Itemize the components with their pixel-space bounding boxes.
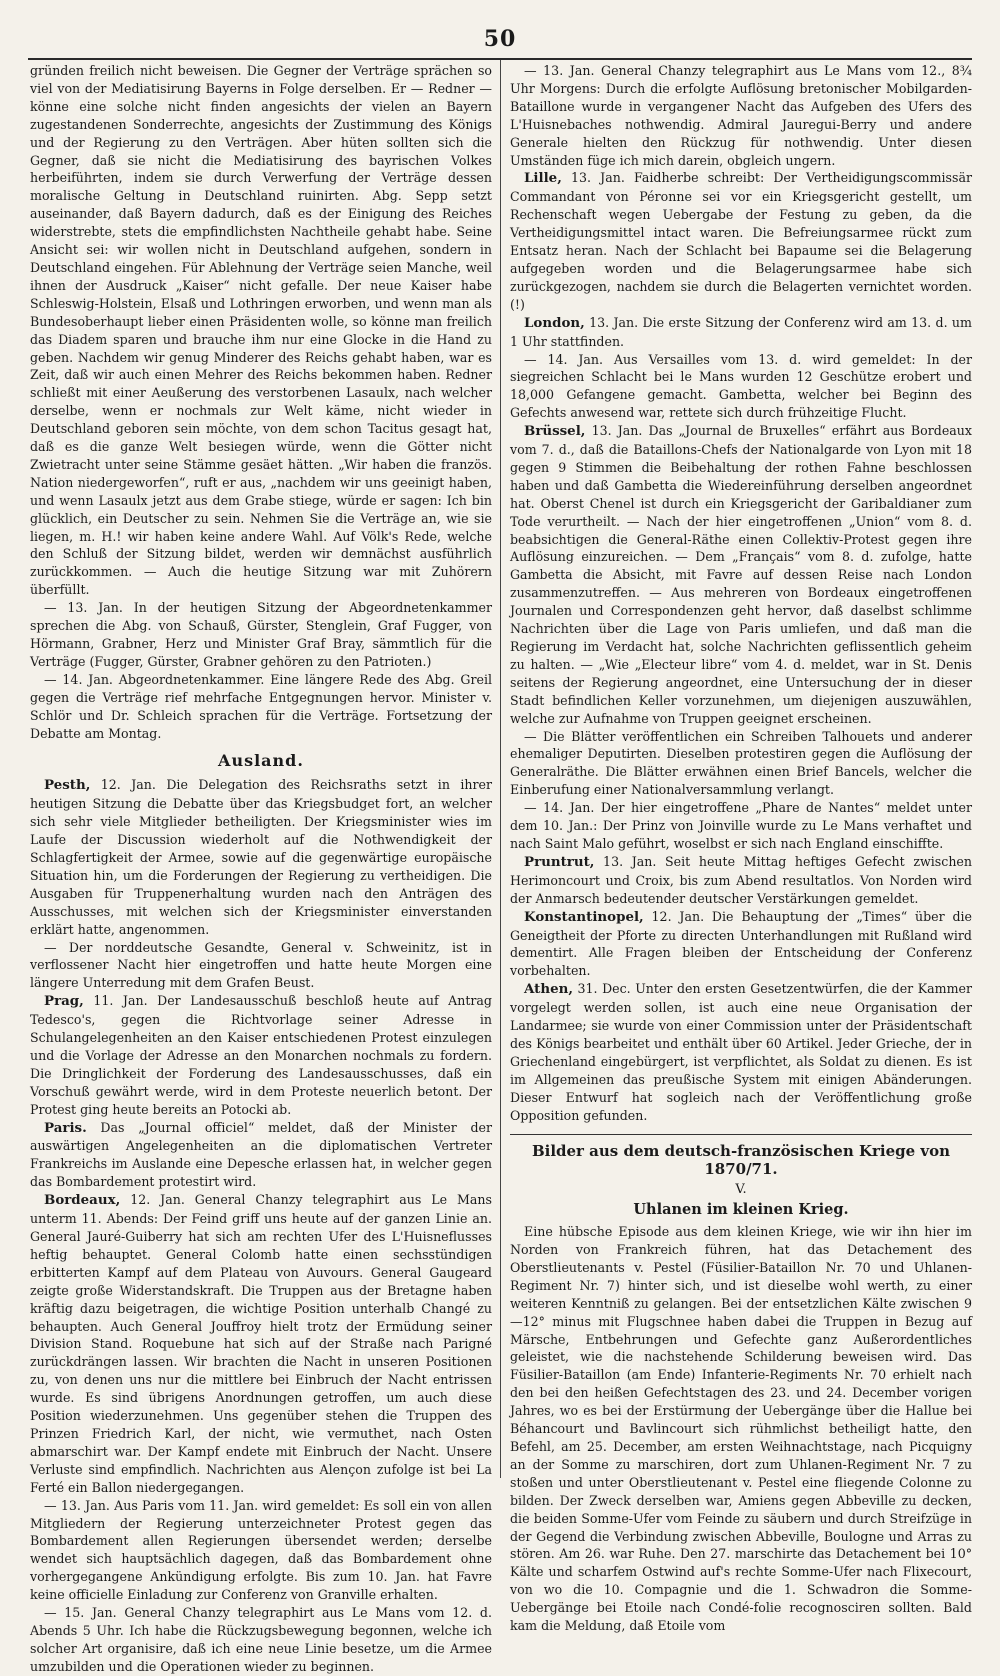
dateline-place: Athen,	[524, 981, 573, 998]
dateline-place: Lille,	[524, 170, 562, 187]
dateline-place: London,	[524, 314, 585, 331]
dispatch-bordeaux: Bordeaux, 12. Jan. General Chanzy telegraphirt aus Le Mans unterm 11. Abends: Der Feind griff uns heute auf der ganzen Linie an. General Jauré-Guiberry hat sich am rechten Ufer des L'Huisneflusses heftig behauptet. General Colomb hatte einen sechsstündigen erbitterten Kampf auf dem Plateau von Auvours. General Gaugeard zeigte große Widerstandskraft. Die Truppen aus der Bretagne haben kräftig dazu beigetragen, die wichtige Position unterhalb Changé zu behaupten. Auch General Jouffroy hielt trotz der Ermüdung seiner Division Stand. Roquebune hat sich auf der Straße nach Parigné zurückdrängen lassen. Wir brachten die Nacht in unseren Positionen zu, von denen uns nur die mittlere bei Einbruch der Nacht entrissen wurde. Es sind übrigens Anordnungen getroffen, um auch diese Position wiederzunehmen. Uns gegenüber stehen die Truppen des Prinzen Friedrich Karl, der nicht, wie vermuthet, nach Osten abmarschirt war. Der Kampf endete mit Einbruch der Nacht. Unsere Verluste sind empfindlich. Nachrichten aus Alençon zufolge ist bei La Ferté ein Ballon niedergegangen.	[30, 1192, 492, 1495]
section-heading-ausland: Ausland.	[218, 751, 304, 771]
article-title: Uhlanen im kleinen Krieg.	[633, 1201, 849, 1219]
dispatch-konstantinopel: Konstantinopel, 12. Jan. Die Behauptung der „Times“ über die Geneigtheit der Pforte zu directen Unterhandlungen mit Rußland wird dementirt. Alle Fragen bleiben der Entscheidung der Conferenz vorbehalten.	[510, 908, 972, 979]
article-paragraph: — 13. Jan. Aus Paris vom 11. Jan. wird gemeldet: Es soll ein von allen Mitgliedern der Regierung unterzeichneter Protest gegen das Bombardement allen Regierungen übersendet werden; derselbe wendet sich hauptsächlich dagegen, daß das Bombardement ohne vorhergegangene Ankündigung erfolgte. Bis zum 10. Jan. hat Favre keine officielle Einladung zur Conferenz von Granville erhalten.	[30, 1497, 492, 1603]
dispatch-london: London, 13. Jan. Die erste Sitzung der Conferenz wird am 13. d. um 1 Uhr stattfinden.	[510, 314, 972, 349]
dateline-place: Prag,	[44, 993, 84, 1010]
dateline-place: Paris.	[44, 1119, 87, 1136]
dateline-place: Pesth,	[44, 777, 91, 794]
dateline-place: Konstantinopel,	[524, 908, 644, 925]
article-paragraph: — 14. Jan. Abgeordnetenkammer. Eine längere Rede des Abg. Greil gegen die Verträge rief mehrfache Entgegnungen hervor. Minister v. Schlör und Dr. Schleich sprachen für die Verträge. Fortsetzung der Debatte am Montag.	[30, 671, 492, 741]
dispatch-lille: Lille, 13. Jan. Faidherbe schreibt: Der Vertheidigungscommissär Commandant von Péronne sei vor ein Kriegsgericht gestellt, um Rechenschaft wegen Uebergabe der Festung zu geben, da die Vertheidigungsmittel intact waren. Die Befreiungsarmee rückt zum Entsatz heran. Nach der Schlacht bei Bapaume sei die Belagerung aufgegeben worden und die Belagerungsarmee habe sich zurückgezogen, nachdem sie durch die Belagerten vernichtet worden. (!)	[510, 170, 972, 312]
right-column	[510, 62, 972, 1634]
dispatch-bruessel: Brüssel, 13. Jan. Das „Journal de Bruxelles“ erfährt aus Bordeaux vom 7. d., daß die Bataillons-Chefs der Nationalgarde von Lyon mit 18 gegen 9 Stimmen die Beibehaltung der rothen Fahne beschlossen haben und daß Gambetta die Wiedereinführung derselben angeordnet hat. Oberst Chenel ist durch ein Kriegsgericht der Garibaldianer zum Tode verurtheilt. — Nach der hier eingetroffenen „Union“ vom 8. d. beabsichtigen die General-Räthe einen Collektiv-Protest gegen ihre Auflösung einzureichen. — Dem „Français“ vom 8. d. zufolge, hatte Gambetta die Absicht, mit Favre auf dessen Reise nach London zusammenzutreffen. — Aus mehreren von Bordeaux eingetroffenen Journalen und Correspondenzen geht hervor, daß daselbst schlimme Nachrichten über die Lage von Paris umliefen, und daß man die Regierung im Verdacht hat, solche Nachrichten geflissentlich geheim zu halten. — „Wie „Electeur libre“ vom 4. d. meldet, war in St. Denis seitens der Regierung angeordnet, eine Untersuchung der in dieser Stadt befindlichen Keller vorzunehmen, um diejenigen auszuwählen, welche zur Aufnahme von Truppen geeignet erscheinen.	[510, 423, 972, 726]
article-paragraph: — Der norddeutsche Gesandte, General v. Schweinitz, ist in verflossener Nacht hier eingetroffen und hatte heute Morgen eine längere Unterredung mit dem Grafen Beust.	[30, 939, 492, 991]
left-column	[30, 62, 492, 1674]
series-heading: Bilder aus dem deutsch-französischen Kriege von 1870/71.	[510, 1134, 972, 1179]
dispatch-prag: Prag, 11. Jan. Der Landesausschuß beschloß heute auf Antrag Tedesco's, gegen die Richtvorlage seiner Adresse in Schulangelegenheiten an den Kaiser entschiedenen Protest einzulegen und die Vorlage der Adresse an den Monarchen nochmals zu fordern. Die Dringlichkeit der Forderung des Landesausschusses, daß ein Vorschuß gewährt werde, wird in dem Proteste neuerlich betont. Der Protest ging heute bereits an Potocki ab.	[30, 993, 492, 1117]
dateline-place: Pruntrut,	[524, 853, 595, 870]
dispatch-pesth: Pesth, 12. Jan. Die Delegation des Reichsraths setzt in ihrer heutigen Sitzung die Debatte über das Kriegsbudget fort, an welcher sich sehr viele Mitglieder betheiligten. Der Kriegsminister wies im Laufe der Discussion wiederholt auf die Nothwendigkeit der Schlagfertigkeit der Armee, sowie auf die gegenwärtige europäische Situation hin, um die Forderungen der Regierung zu vertheidigen. Die Ausgaben für Truppenerhaltung wurden nach den Anträgen des Ausschusses, mit welchen sich der Kriegsminister einverstanden erklärt hatte, angenommen.	[30, 777, 492, 937]
page-number: 50	[483, 26, 517, 52]
dispatch-pruntrut: Pruntrut, 13. Jan. Seit heute Mittag heftiges Gefecht zwischen Herimoncourt und Croix, bis zum Abend resultatlos. Von Norden wird der Anmarsch bedeutender deutscher Verstärkungen gemeldet.	[510, 853, 972, 906]
article-paragraph: — Die Blätter veröffentlichen ein Schreiben Talhouets und anderer ehemaliger Deputirten. Dieselben protestiren gegen die Auflösung der Generalräthe. Die Blätter erwähnen einen Brief Bancels, welcher die Einberufung einer Nationalversammlung verlangt.	[510, 728, 972, 798]
article-paragraph: gründen freilich nicht beweisen. Die Gegner der Verträge sprächen so viel von der Mediatisirung Bayerns in Folge derselben. Er — Redner — könne eine solche nicht finden angesichts der vielen an Bayern zugestandenen Sonderrechte, angesichts der Zustimmung des Königs und der Regierung zu den Verträgen. Aber hüten sollten sich die Gegner, daß sie nicht die Mediatisirung des bayrischen Volkes herbeiführten, indem sie durch Verwerfung der Verträge dessen moralische Geltung in Deutschland ruinirten. Abg. Sepp setzt auseinander, daß Bayern dadurch, daß es der Einigung des Reiches widerstrebte, stets die empfindlichsten Nachtheile gehabt habe. Seine Ansicht sei: wir wollen nicht in Deutschland aufgehen, sondern in Deutschland eingehen. Für Ablehnung der Verträge seien Manche, weil ihnen der Ausdruck „Kaiser“ nicht gefalle. Der neue Kaiser habe Schleswig-Holstein, Elsaß und Lothringen erworben, und wenn man als Bundesoberhaupt lieber einen Präsidenten wolle, so könne man freilich das Diadem sparen und brauche ihm nur eine Glocke in die Hand zu geben. Nachdem wir genug Minderer des Reichs gehabt haben, war es Zeit, daß wir auch einen Mehrer des Reichs bekommen haben. Redner schließt mit einer Aeußerung des verstorbenen Lasaulx, nach welcher derselbe, wenn er nochmals zur Welt käme, nicht wieder in Deutschland geboren sein möchte, von dem schon Tacitus gesagt hat, daß es die ganze Welt besiegen würde, wenn die Götter nicht Zwietracht unter seine Stämme gesäet hätten. „Wir haben die französ. Nation niedergeworfen“, ruft er aus, „nachdem wir uns geeinigt haben, und wenn Lasaulx jetzt aus dem Grabe stiege, würde er sagen: Ich bin glücklich, ein Deutscher zu sein. Nehmen Sie die Verträge an, wie sie liegen, m. H.! wir haben keine andere Wahl. Auf Völk's Rede, welche den Schluß der Sitzung bildet, werden wir demnächst ausführlich zurückkommen. — Auch die heutige Sitzung war mit Zuhörern überfüllt.	[30, 63, 492, 598]
dispatch-paris: Paris. Das „Journal officiel“ meldet, daß der Minister der auswärtigen Angelegenheiten an die diplomatischen Vertreter Frankreichs im Auslande eine Depesche erlassen hat, in welcher gegen das Bombardement protestirt wird.	[30, 1119, 492, 1190]
dateline-place: Bordeaux,	[44, 1192, 121, 1209]
article-paragraph: — 14. Jan. Der hier eingetroffene „Phare de Nantes“ meldet unter dem 10. Jan.: Der Prinz von Joinville wurde zu Le Mans verhaftet und nach Saint Malo geführt, woselbst er sich nach England einschiffte.	[510, 800, 972, 851]
dateline-place: Brüssel,	[524, 423, 586, 440]
article-body: Eine hübsche Episode aus dem kleinen Kriege, wie wir ihn hier im Norden von Frankreich führen, hat das Detachement des Oberstlieutenants v. Pestel (Füsilier-Bataillon Nr. 70 und Uhlanen-Regiment Nr. 7) hinter sich, und ist dieselbe wohl werth, zu einer weiteren Kenntniß zu gelangen. Bei der entsetzlichen Kälte zwischen 9—12° minus mit Flugschnee haben dabei die Truppen in Bezug auf Märsche, Entbehrungen und Gefechte ganz Außerordentliches geleistet, wie die nachstehende Schilderung beweisen wird. Das Füsilier-Bataillon (am Ende) Infanterie-Regiments Nr. 70 erhielt nach den bei den heißen Gefechtstagen des 23. und 24. December vorigen Jahres, wo es bei der Erstürmung der Uebergänge über die Hallue bei Béhancourt und Bavlincourt sich rühmlichst betheiligt hatte, den Befehl, am 25. December, am ersten Weihnachtstage, nach Picquigny an der Somme zu marschiren, dort zum Uhlanen-Regiment Nr. 7 zu stoßen und unter Oberstlieutenant v. Pestel eine fliegende Colonne zu bilden. Der Zweck derselben war, Amiens gegen Abbeville zu decken, die beiden Somme-Ufer vom Feinde zu säubern und durch Streifzüge in der Gegend die Verbindung zwischen Abbeville, Boulogne und Arras zu stören. Am 26. war Ruhe. Den 27. marschirte das Detachement bei 10° Kälte und scharfem Ostwind auf's rechte Somme-Ufer nach Flixecourt, von wo die 10. Compagnie und die 1. Schwadron die Somme-Uebergänge bei Etoile nach Condé-folie recognosciren sollten. Bald kam die Meldung, daß Etoile vom	[510, 1224, 972, 1634]
article-paragraph: — 14. Jan. Aus Versailles vom 13. d. wird gemeldet: In der siegreichen Schlacht bei le Mans wurden 12 Geschütze erobert und 18,000 Gefangene gemacht. Gambetta, welcher bei Beginn des Gefechts anwesend war, rettete sich durch frühzeitige Flucht.	[510, 351, 972, 421]
part-number: V.	[735, 1182, 747, 1198]
dispatch-athen: Athen, 31. Dec. Unter den ersten Gesetzentwürfen, die der Kammer vorgelegt werden sollen, ist auch eine neue Organisation der Landarmee; sie wurde von einer Commission unter der Präsidentschaft des Königs bearbeitet und enthält über 60 Artikel. Jeder Grieche, der in Griechenland eingebürgert, ist verpflichtet, als Soldat zu dienen. Es ist im Allgemeinen das preußische System mit einigen Abänderungen. Dieser Entwurf hat sogleich nach der Veröffentlichung große Opposition gefunden.	[510, 981, 972, 1123]
column-divider	[500, 60, 501, 1478]
article-paragraph: — 13. Jan. General Chanzy telegraphirt aus Le Mans vom 12., 8¾ Uhr Morgens: Durch die erfolgte Auflösung bretonischer Mobilgarden-Bataillone wurde in vergangener Nacht das Aufgeben des Ufers des L'Huisnebaches nothwendig. Admiral Jauregui-Berry und andere Generale hielten den Rückzug für nothwendig. Unter diesen Umständen füge ich mich darein, obgleich ungern.	[510, 63, 972, 168]
article-paragraph: — 13. Jan. In der heutigen Sitzung der Abgeordnetenkammer sprechen die Abg. von Schauß, Gürster, Stenglein, Graf Fugger, von Hörmann, Grabner, Herz und Minister Graf Bray, sämmtlich für die Verträge (Fugger, Gürster, Grabner gehören zu den Patrioten.)	[30, 600, 492, 669]
article-paragraph: — 15. Jan. General Chanzy telegraphirt aus Le Mans vom 12. d. Abends 5 Uhr. Ich habe die Rückzugsbewegung begonnen, welche ich solcher Art organisire, daß ich eine neue Linie besetze, um die Armee umzubilden und die Operationen wieder zu beginnen.	[30, 1605, 492, 1674]
